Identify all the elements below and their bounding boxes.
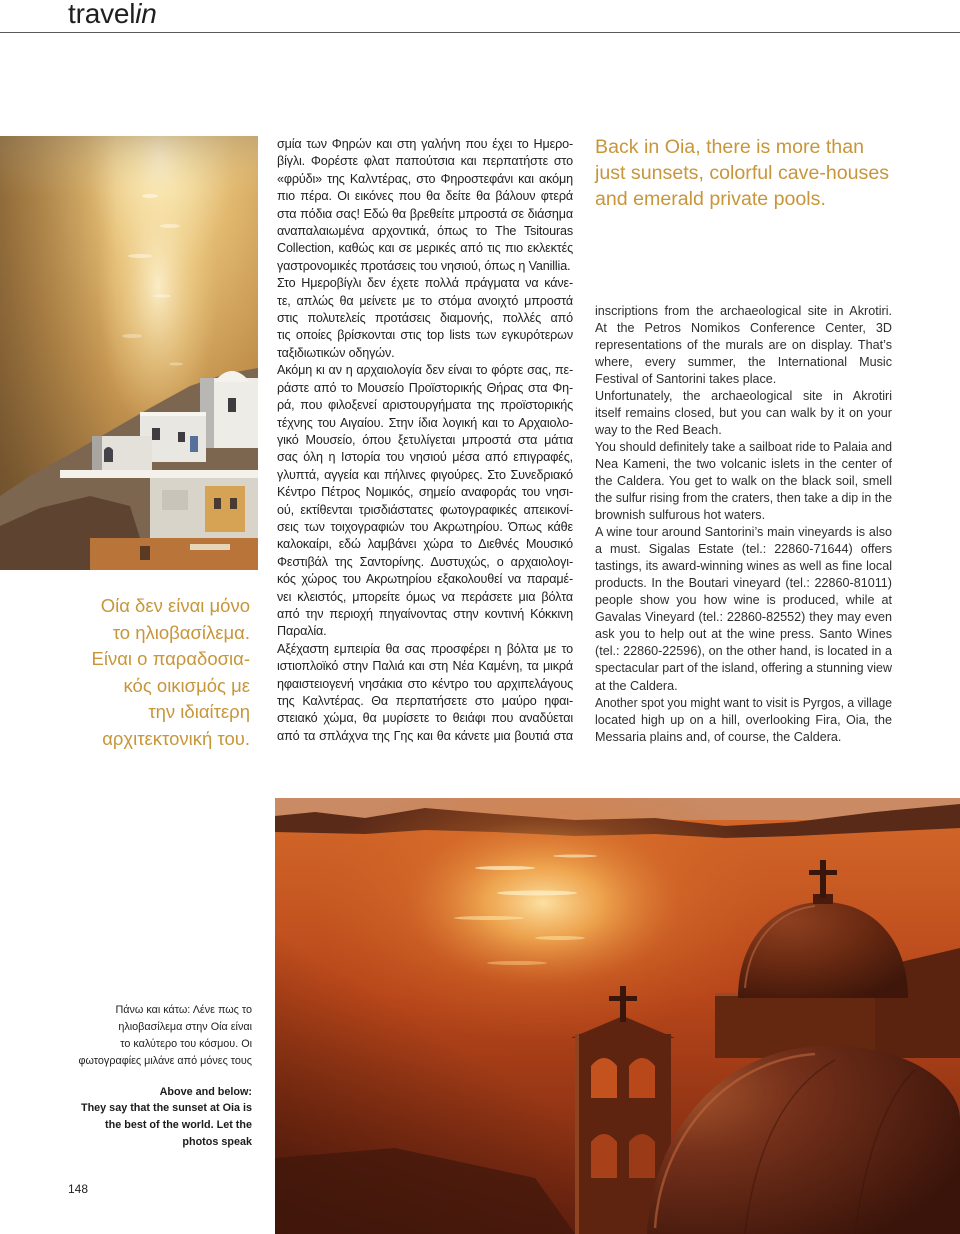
article-text-line-greek: καλοκαίρι, εδώ λαμβάνει χώρα το Διεθνές Μουσικό — [277, 537, 573, 552]
article-text-line-english: people show you how wine is produced, while at — [595, 593, 892, 608]
photo-oia-sunset-svg — [0, 136, 258, 570]
article-text-line-greek: της Καλντέρας. Θα περπατήσετε στο μαύρο ηφαι- — [277, 694, 573, 708]
pull-quote-line: Είναι ο παραδοσια- — [91, 648, 250, 670]
article-text-line-greek: Collection, καθώς και σε μερικές από τις πιο εκλεκτές — [277, 241, 573, 256]
article-text-line-greek: ηφαιστειογενή νησάκια στο κέντρο του αρχιπελάγους — [277, 676, 573, 691]
article-text-line-greek: Αξέχαστη εμπειρία θα σας προσφέρει η βόλτα με το — [277, 641, 573, 656]
pull-quote-line: κός οικισμός με — [123, 674, 250, 696]
headline-line: and emerald private pools. — [595, 188, 826, 210]
article-text-line-english: way to the Red Beach. — [595, 422, 722, 437]
caption-line-english: photos speak — [182, 1135, 252, 1148]
article-text-line-english: inscriptions from the archaeological site in Akrotiri. — [595, 303, 892, 318]
headline-line: just sunsets, colorful cave-houses — [595, 162, 890, 184]
article-text-line-greek: βίγλι. Φορέστε φλατ παπούτσια και περπατήστε στο — [277, 154, 573, 169]
article-text-line-greek: στειακό χώμα, θα μυρίσετε το θειάφι που αναδύεται — [277, 711, 573, 726]
article-text-line-greek: ρά, που φιλοξενεί αριστουργήματα της προϊστορικής — [277, 398, 573, 413]
section-logo-italic: in — [135, 0, 157, 29]
article-text-line-greek: γαστρονομικές προτάσεις του νησιού, όπως η Vanillia. — [277, 258, 571, 273]
caption-line-greek: φωτογραφίες μιλάνε από μόνες τους — [78, 1054, 252, 1067]
article-text-line-english: at the Caldera. — [595, 678, 678, 693]
article-text-line-greek: στις πολυτελείς προτάσεις διαμονής, πολλές από — [277, 311, 573, 326]
article-text-line-english: Nea Kameni, the two volcanic islets in the center of — [595, 456, 892, 471]
section-logo — [68, 0, 157, 29]
article-text-line-greek: «φρύδι» της Καλντέρας, στο Φηροστεφάνι και ακόμη — [277, 171, 573, 186]
photo-oia-sunset-houses — [0, 136, 258, 570]
pull-quote-line: το ηλιοβασίλεμα. — [112, 621, 250, 643]
article-text-line-greek: ταξιδιωτικών οδηγών. — [277, 345, 395, 360]
photo-church-domes-sunset — [275, 798, 960, 1234]
pull-quote-line: την ιδιαίτερη — [148, 701, 250, 723]
article-text-line-english: At the Petros Nomikos Conference Center, 3D — [595, 320, 892, 335]
article-text-line-english: where, every summer, the International Music — [595, 354, 892, 369]
article-text-line-greek: από την περιοχή πηγαίνοντας στην κοντινή Κόκκινη — [277, 606, 573, 621]
article-text-line-english: Messaria plains and, of course, the Caldera. — [595, 729, 842, 744]
article-text-line-english: itself remains closed, but you can walk by it on your — [595, 405, 892, 420]
article-text-line-english: Another spot you might want to visit is Pyrgos, a village — [595, 695, 892, 710]
article-text-line-greek: τε, απλώς θα μείνετε με το στόμα ανοιχτό μπροστά — [277, 293, 573, 308]
article-text-line-greek: γικό Μουσείο, όπου ξετυλίγεται μπροστά στα μάτια — [277, 432, 573, 447]
article-text-line-greek: σας όλη η Ιστορία του νησιού μέσα από επιγραφές, — [277, 450, 573, 465]
article-text-line-english: a must. Sigalas Estate (tel.: 22860-71644) offers — [595, 542, 892, 557]
section-logo-word: travel — [68, 0, 136, 29]
article-text-line-greek: στα πόδια σας! Εδώ θα βρεθείτε μπροστά σε διάσημα — [277, 206, 573, 221]
article-text-line-greek: Φεστιβάλ της Σαντορίνης. Δυστυχώς, ο αρχαιολογι- — [277, 554, 573, 569]
photo-caption-greek — [78, 1002, 252, 1070]
article-text-line-english: representations of the murals are on display. That’s — [595, 337, 892, 352]
article-text-line-english: Unfortunately, the archaeological site in Akrotiri — [595, 388, 892, 403]
article-text-line-greek: πιο πέρα. Οι εικόνες που θα δείτε θα βάλουν φτερά — [277, 189, 573, 204]
article-text-line-greek: σεις των τοιχογραφιών του Ακρωτηρίου. Όπως κάθε — [277, 519, 573, 534]
article-text-line-english: Gavalas Vineyard (tel.: 22860-82552) they may even — [595, 610, 892, 625]
article-text-line-english: ask you to help out at the wine press. Santo Wines — [595, 627, 892, 642]
article-text-line-greek: τις οποίες βρίσκονται στις top lists των εγκυρότερων — [277, 328, 573, 343]
pull-quote-line: Οία δεν είναι μόνο — [100, 595, 250, 616]
article-text-line-greek: γλυπτά, αγγεία και πήλινες φιγούρες. Στο Συνεδριακό — [277, 467, 573, 482]
article-text-line-english: Festival of Santorini takes place. — [595, 371, 777, 386]
article-text-line-greek: κός χώρος του Ακρωτηρίου εξακολουθεί να παραμέ- — [277, 572, 573, 587]
article-text-line-english: (tel.: 22860-22596), on the other hand, is located in a — [595, 644, 892, 659]
english-headline — [595, 134, 892, 212]
article-text-line-greek: σμία των Φηρών και στη γαλήνη που έχει το Ημερο- — [277, 137, 573, 151]
article-text-line-greek: Στο Ημεροβίγλι δεν έχετε πολλά πράγματα να κάνε- — [277, 276, 573, 291]
article-text-line-greek: Ακόμη κι αν η αρχαιολογία δεν είναι το φόρτε σας, πε- — [277, 363, 573, 378]
article-text-line-greek: ιστιοπλοϊκό στην Παλιά και στη Νέα Καμένη, τα μικρά — [277, 659, 573, 674]
page-number: 148 — [68, 1182, 89, 1196]
caption-line-english: They say that the sunset at Oia is — [80, 1102, 252, 1115]
caption-line-greek: το καλύτερο του κόσμου. Οι — [120, 1037, 252, 1050]
caption-line-greek: Πάνω και κάτω: Λένε πως το — [115, 1003, 252, 1016]
article-text-line-english: You should definitely take a sailboat ride to Palaia and — [595, 439, 892, 454]
article-text-line-greek: ού, εκτίθενται τρισδιάστατες φωτογραφικές απεικονί- — [277, 502, 573, 517]
photo-church-domes-svg — [275, 798, 960, 1234]
article-text-line-english: the sulfur rising from the craters, then take a dip in the — [595, 491, 892, 506]
caption-line-greek: ηλιοβασίλεμα στην Οία είναι — [118, 1020, 252, 1033]
article-text-line-greek: αναπαλαιωμένα αρχοντικά, όπως το The Tsitouras — [277, 224, 573, 239]
article-text-line-english: tastings, its award-winning wines as well as fine local — [595, 559, 892, 574]
caption-line-english: the best of the world. Let the — [105, 1119, 252, 1132]
article-text-line-greek: Κέντρο Πέτρος Νομικός, σημείο αναφοράς του νησι- — [277, 485, 573, 500]
headline-line: Back in Oia, there is more than — [595, 136, 864, 158]
pull-quote-line: αρχιτεκτονική του. — [102, 727, 250, 749]
article-text-line-english: brownish sulfurous hot waters. — [595, 508, 766, 523]
photo-caption-english — [78, 1084, 252, 1151]
pull-quote — [18, 593, 250, 753]
article-text-line-greek: νει κλειστός, μπορείτε όμως να περάσετε μια βόλτα — [277, 589, 573, 604]
article-text-line-greek: από τα σπλάχνα της Γης και θα κάνετε μια βουτιά στα — [277, 728, 573, 743]
article-text-line-english: located high up on a hill, overlooking Fira, Oia, the — [595, 712, 892, 727]
article-text-line-english: A wine tour around Santorini’s main vineyards is also — [595, 525, 892, 540]
article-text-line-english: spectacular part of the island, offering a stunning view — [595, 661, 892, 676]
article-text-line-greek: τέχνης του Αιγαίου. Στην ίδια λογική και το Αρχαιολο- — [277, 415, 573, 430]
article-text-line-greek: Παραλία. — [277, 624, 327, 639]
header-rule — [0, 32, 960, 33]
article-text-line-english: the Caldera. You get to walk on the black soil, smell — [595, 473, 892, 488]
article-column-english — [595, 303, 892, 746]
article-text-line-english: products. In the Boutari vineyard (tel.: 22860-81011) — [595, 576, 892, 591]
caption-line-english: Above and below: — [159, 1085, 252, 1098]
article-text-line-greek: ράστε από το Μουσείο Προϊστορικής Θήρας στα Φη- — [277, 380, 573, 395]
article-column-greek — [277, 136, 573, 745]
